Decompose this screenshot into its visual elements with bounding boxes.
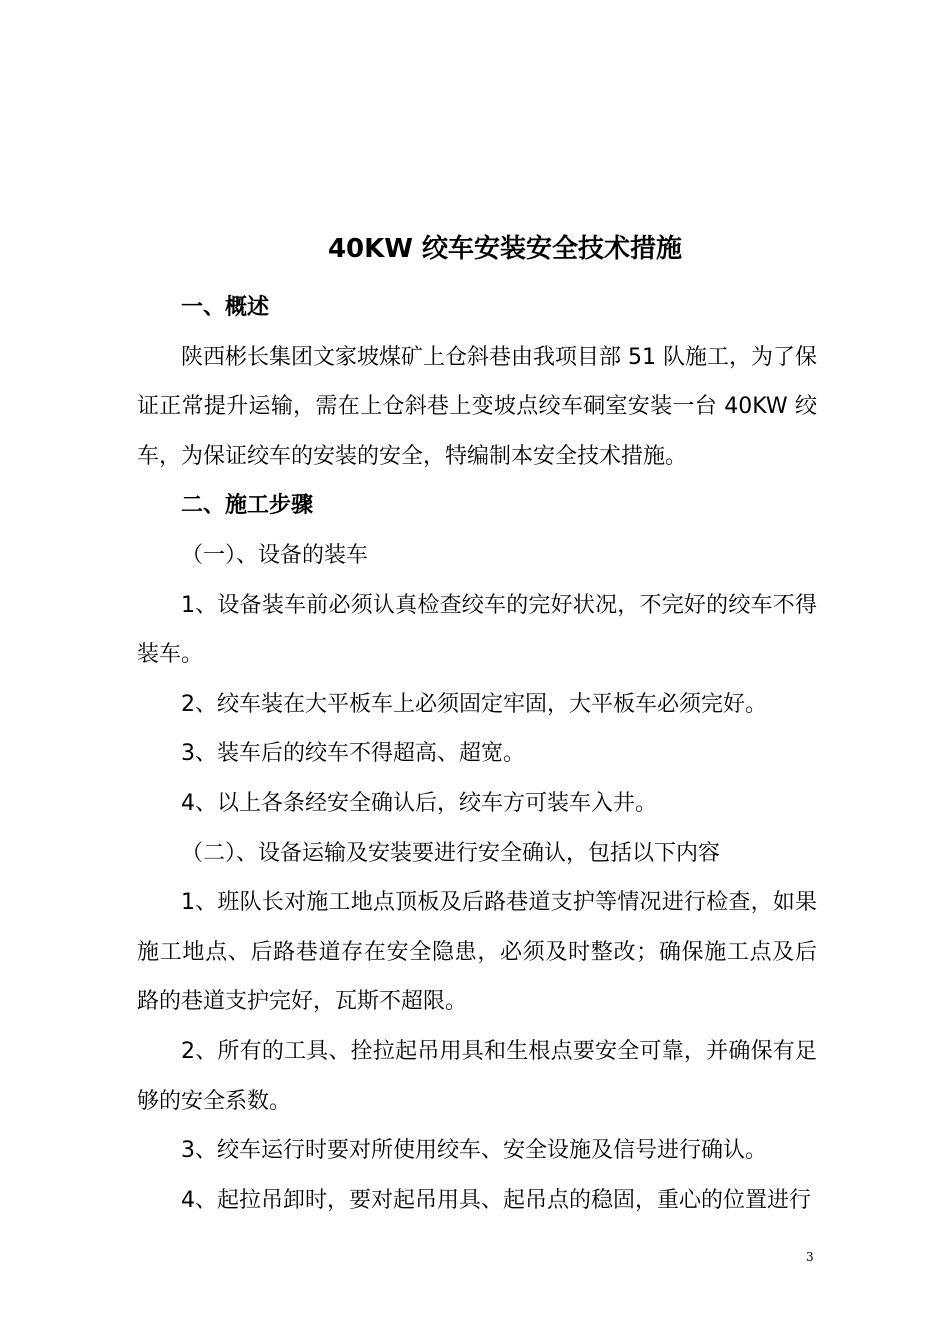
section-heading-steps: 二、施工步骤 [181,493,314,519]
page-number: 3 [806,1250,814,1264]
document-title: 40KW 绞车安装安全技术措施 [327,234,683,264]
paragraph-overview: 陕西彬长集团文家坡煤矿上仓斜巷由我项目部 51 队施工，为了保证正常提升运输，需在上仓斜巷上变坡点绞车硐室安装一台 40KW 绞车，为保证绞车的安装的安全，特编制本安全技术措施。 [137,344,817,469]
list-item-loading-1: 1、设备装车前必须认真检查绞车的完好状况，不完好的绞车不得装车。 [137,592,817,668]
list-item-loading-3: 3、装车后的绞车不得超高、超宽。 [181,741,525,767]
section-heading-overview: 一、概述 [181,295,270,320]
list-item-transport-4: 4、起拉吊卸时，要对起吊用具、起吊点的稳固，重心的位置进行 [181,1187,811,1213]
list-item-transport-2: 2、所有的工具、拴拉起吊用具和生根点要安全可靠，并确保有足够的安全系数。 [137,1038,817,1114]
subsection-heading-transport: （二）、设备运输及安装要进行安全确认，包括以下内容 [181,840,721,866]
list-item-loading-4: 4、以上各条经安全确认后，绞车方可装车入井。 [181,790,657,816]
subsection-heading-loading: （一）、设备的装车 [181,542,369,568]
list-item-loading-2: 2、绞车装在大平板车上必须固定牢固，大平板车必须完好。 [181,691,767,717]
list-item-transport-1: 1、班队长对施工地点顶板及后路巷道支护等情况进行检查，如果施工地点、后路巷道存在安全隐患，必须及时整改；确保施工点及后路的巷道支护完好，瓦斯不超限。 [137,890,817,1015]
list-item-transport-3: 3、绞车运行时要对所使用绞车、安全设施及信号进行确认。 [181,1138,767,1164]
document-body [137,283,817,1225]
